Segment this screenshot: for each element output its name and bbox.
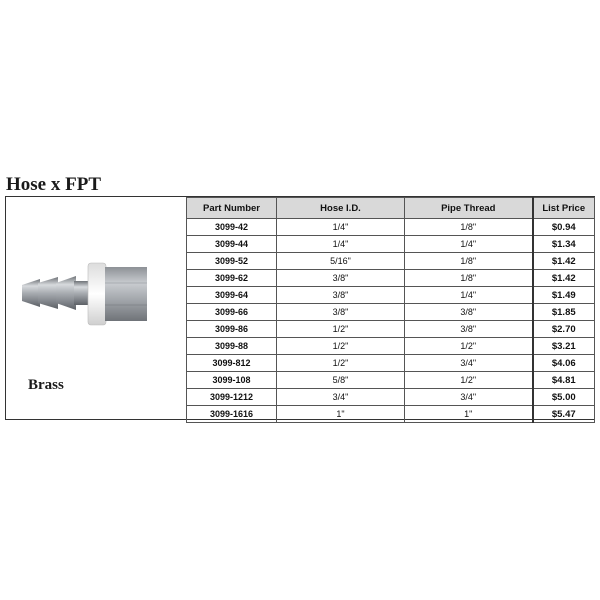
table-row (187, 389, 595, 406)
part-number: 3099-44 (187, 236, 277, 253)
list-price: $0.94 (533, 219, 595, 236)
hose-id: 1/2" (277, 355, 405, 372)
list-price: $1.49 (533, 287, 595, 304)
parts-price-table (186, 197, 595, 423)
list-price: $2.70 (533, 321, 595, 338)
column-header-hose-id: Hose I.D. (277, 198, 405, 219)
table-row (187, 219, 595, 236)
pipe-thread: 3/4" (405, 355, 533, 372)
part-number: 3099-52 (187, 253, 277, 270)
list-price: $5.47 (533, 406, 595, 423)
table-row (187, 236, 595, 253)
material-label: Brass (28, 377, 64, 393)
part-number: 3099-1212 (187, 389, 277, 406)
page-title: Hose x FPT (6, 174, 101, 195)
hose-id: 3/8" (277, 270, 405, 287)
list-price: $4.81 (533, 372, 595, 389)
pipe-thread: 1/8" (405, 270, 533, 287)
table-row (187, 304, 595, 321)
column-header-pipe-thread: Pipe Thread (405, 198, 533, 219)
table-row (187, 270, 595, 287)
pipe-thread: 1/4" (405, 287, 533, 304)
hose-barb-fitting-image (20, 255, 150, 335)
table-row (187, 287, 595, 304)
hose-id: 1/4" (277, 236, 405, 253)
hose-id: 3/4" (277, 389, 405, 406)
hose-id: 3/8" (277, 287, 405, 304)
list-price: $3.21 (533, 338, 595, 355)
part-number: 3099-88 (187, 338, 277, 355)
hose-id: 1/2" (277, 338, 405, 355)
hose-id: 3/8" (277, 304, 405, 321)
pipe-thread: 1" (405, 406, 533, 423)
table-row (187, 338, 595, 355)
hose-id: 1" (277, 406, 405, 423)
list-price: $5.00 (533, 389, 595, 406)
part-number: 3099-1616 (187, 406, 277, 423)
list-price: $1.34 (533, 236, 595, 253)
list-price: $4.06 (533, 355, 595, 372)
pipe-thread: 1/4" (405, 236, 533, 253)
pipe-thread: 1/8" (405, 219, 533, 236)
pipe-thread: 1/2" (405, 372, 533, 389)
pipe-thread: 3/4" (405, 389, 533, 406)
table-row (187, 253, 595, 270)
hose-id: 5/16" (277, 253, 405, 270)
part-number: 3099-42 (187, 219, 277, 236)
part-number: 3099-64 (187, 287, 277, 304)
list-price: $1.42 (533, 270, 595, 287)
pipe-thread: 3/8" (405, 321, 533, 338)
column-header-part-number: Part Number (187, 198, 277, 219)
hose-id: 1/2" (277, 321, 405, 338)
list-price: $1.85 (533, 304, 595, 321)
part-number: 3099-108 (187, 372, 277, 389)
column-header-list-price: List Price (533, 198, 595, 219)
part-number: 3099-62 (187, 270, 277, 287)
table-row (187, 406, 595, 423)
pipe-thread: 3/8" (405, 304, 533, 321)
list-price: $1.42 (533, 253, 595, 270)
pipe-thread: 1/8" (405, 253, 533, 270)
table-row (187, 321, 595, 338)
part-number: 3099-66 (187, 304, 277, 321)
table-header-row (187, 198, 595, 219)
table-row (187, 355, 595, 372)
hose-id: 5/8" (277, 372, 405, 389)
pipe-thread: 1/2" (405, 338, 533, 355)
part-number: 3099-86 (187, 321, 277, 338)
part-number: 3099-812 (187, 355, 277, 372)
table-row (187, 372, 595, 389)
hose-id: 1/4" (277, 219, 405, 236)
